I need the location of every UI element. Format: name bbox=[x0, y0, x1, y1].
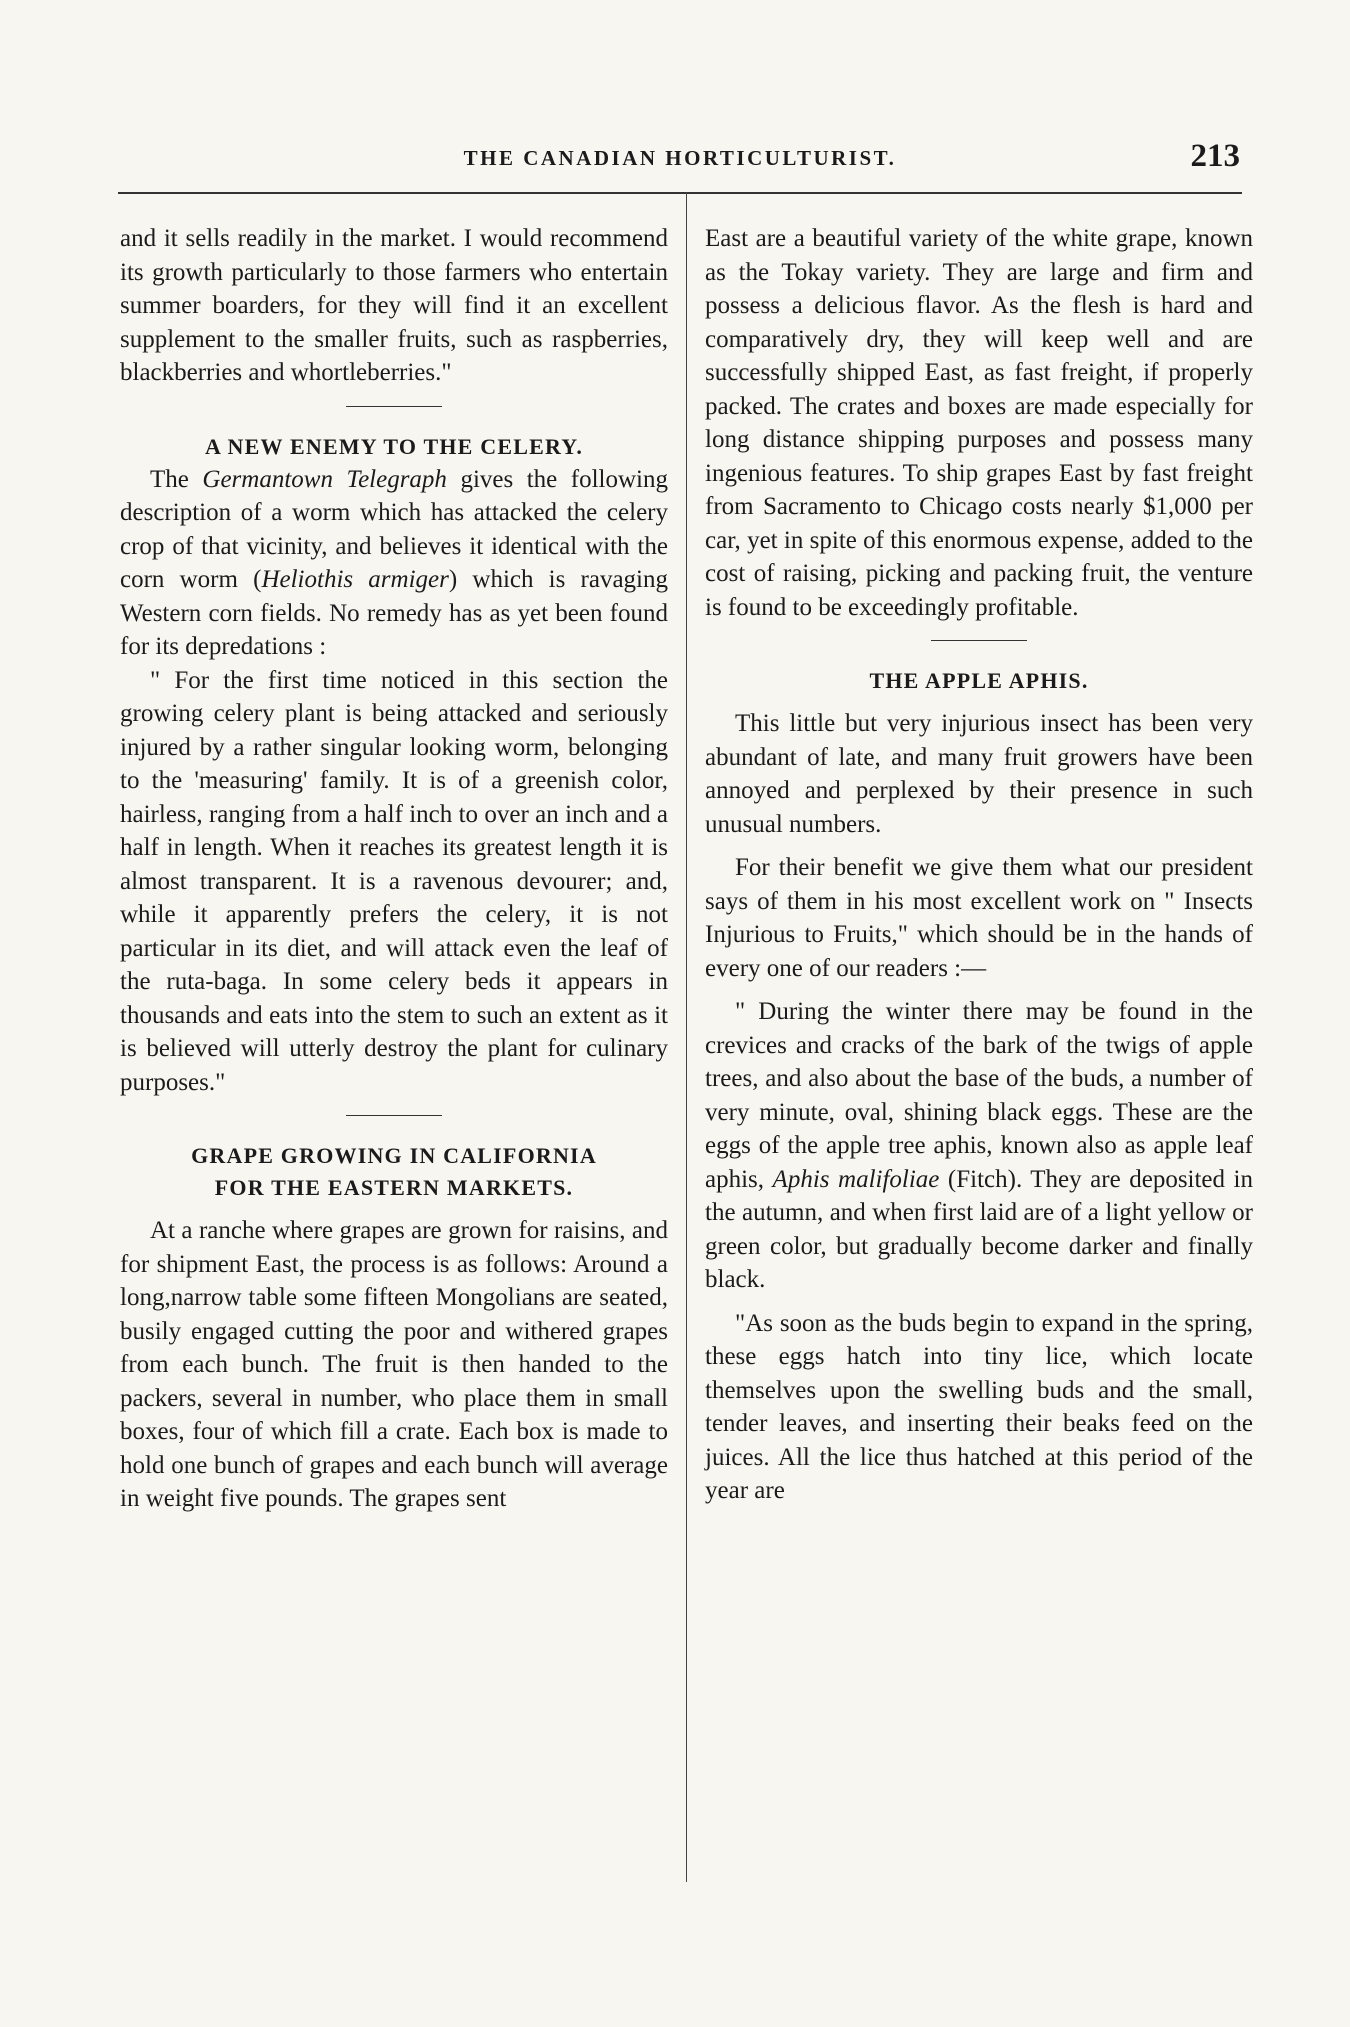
section-heading-celery: A NEW ENEMY TO THE CELERY. bbox=[204, 433, 584, 459]
right-column bbox=[705, 222, 1253, 1508]
aphis-paragraph-4: "As soon as the buds begin to expand in the spring, these eggs hatch into tiny lice, which locate themselves upon the swelling buds and the small, tender leaves, and inserting their beaks feed on the juices. All the lice thus hatched at this period of the year are bbox=[705, 1309, 1253, 1504]
continued-paragraph: and it sells readily in the market. I would recommend its growth particularly to those farmers who entertain summer boarders, for they will find it an excellent supplement to the smaller fruits, such as raspberries, blackberries and whortleberries." bbox=[120, 225, 668, 386]
section-divider bbox=[931, 640, 1027, 641]
section-divider bbox=[346, 406, 442, 407]
left-column bbox=[120, 222, 668, 1516]
column-divider bbox=[686, 192, 687, 1882]
running-head bbox=[120, 138, 1240, 178]
journal-title: THE CANADIAN HORTICULTURIST. bbox=[463, 146, 897, 170]
aphis-paragraph-2: For their benefit we give them what our president says of them in his most excellent work on " Insects Injurious to Fruits," which should be in the hands of every one of our readers :— bbox=[705, 854, 1253, 982]
aphis-paragraph-1: This little but very injurious insect has been very abundant of late, and many fruit growers have been annoyed and perplexed by their presence in such unusual numbers. bbox=[705, 710, 1253, 838]
section-heading-aphis: THE APPLE APHIS. bbox=[869, 668, 1089, 693]
celery-intro-paragraph: The Germantown Telegraph gives the following description of a worm which has attacked the celery crop of that vicinity, and believes it identical with the corn worm (Heliothis armiger) which is ravaging Western corn fields. No remedy has as yet been found for its depredations : bbox=[120, 465, 669, 660]
section-heading-grape: GRAPE GROWING IN CALIFORNIA FOR THE EASTERN MARKETS. bbox=[191, 1143, 597, 1200]
aphis-paragraph-3: " During the winter there may be found in the crevices and cracks of the bark of the twigs of apple trees, and also about the base of the buds, a number of very minute, oval, shining black eggs. These are the eggs of the apple tree aphis, known also as apple leaf aphis, Aphis malifoliae (Fitch). They are deposited in the autumn, and when first laid are of a light yellow or green color, but gradually become darker and finally black. bbox=[705, 998, 1254, 1293]
celery-quote-paragraph: " For the first time noticed in this section the growing celery plant is being attacked and seriously injured by a rather singular looking worm, belonging to the 'measuring' family. It is of a greenish color, hairless, ranging from a half inch to over an inch and a half in length. When it reaches its greatest length it is almost transparent. It is a ravenous devourer; and, while it apparently prefers the celery, it is not particular in its diet, and will attack even the leaf of the ruta-baga. In some celery beds it appears in thousands and eats into the stem to such an extent as it is believed will utterly destroy the plant for culinary purposes." bbox=[120, 666, 668, 1096]
header-rule bbox=[118, 192, 1242, 194]
grape-paragraph: At a ranche where grapes are grown for raisins, and for shipment East, the process is as follows: Around a long,narrow table some fifteen Mongolians are seated, busily engaged cutting the poor and withered grapes from each bunch. The fruit is then handed to the packers, several in number, who place them in small boxes, four of which fill a crate. Each box is made to hold one bunch of grapes and each bunch will average in weight five pounds. The grapes sent bbox=[120, 1217, 668, 1512]
grape-continued-paragraph: East are a beautiful variety of the white grape, known as the Tokay variety. They are large and firm and possess a delicious flavor. As the flesh is hard and comparatively dry, they will keep well and are successfully shipped East, as fast freight, if properly packed. The crates and boxes are made especially for long distance shipping purposes and possess many ingenious features. To ship grapes East by fast freight from Sacramento to Chicago costs nearly $1,000 per car, yet in spite of this enormous expense, added to the cost of raising, picking and packing fruit, the venture is found to be exceedingly profitable. bbox=[705, 225, 1253, 621]
section-divider bbox=[346, 1115, 442, 1116]
page-number: 213 bbox=[1190, 138, 1240, 174]
